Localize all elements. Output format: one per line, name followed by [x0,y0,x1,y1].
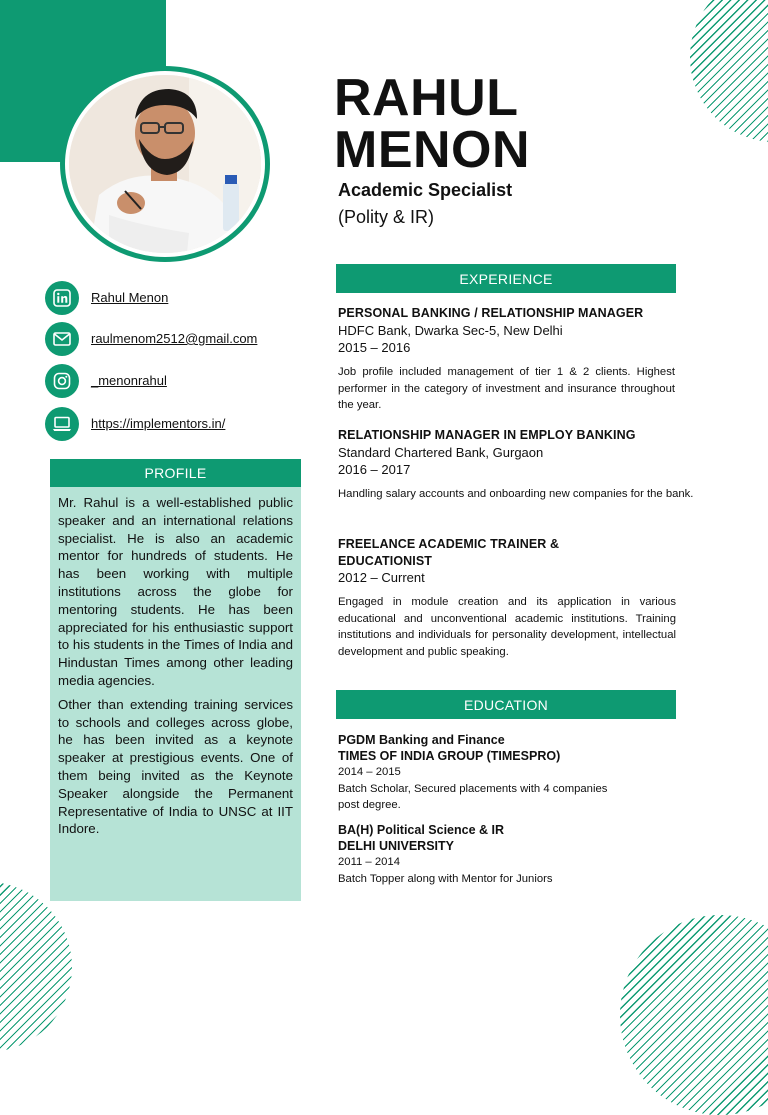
instagram-link[interactable]: _menonrahul [91,373,167,388]
instagram-icon [45,364,79,398]
education-period: 2011 – 2014 [338,856,400,868]
education-note: Batch Topper along with Mentor for Juniors [338,872,553,885]
education-item [338,733,628,814]
experience-item [338,537,678,660]
experience-description: Engaged in module creation and its application in various educational and unconventional academic institutions. Training institutions and individuals for personality development, intellectual development and public speaking. [338,596,676,658]
contact-email [45,322,79,356]
hatched-circle-decoration [690,0,768,142]
experience-company: Standard Chartered Bank, Gurgaon [338,445,544,460]
education-heading: EDUCATION [336,690,676,719]
name-first: RAHUL [334,69,519,127]
linkedin-icon [45,281,79,315]
education-note: Batch Scholar, Secured placements with 4 companies post degree. [338,782,608,811]
education-degree: BA(H) Political Science & IR [338,823,505,837]
linkedin-link[interactable]: Rahul Menon [91,290,169,305]
experience-item [338,306,678,414]
experience-heading: EXPERIENCE [336,264,676,293]
profile-paragraph: Other than extending training services to schools and colleges across globe, he has been invited as a keynote speaker at prestigious events. One of them being invited as the Keynote Speaker alongside the Permanent Representative of India to UNSC at IIT Indore. [58,696,293,837]
experience-description: Handling salary accounts and onboarding new companies for the bank. [338,488,694,500]
profile-text [58,494,293,844]
profile-heading: PROFILE [50,459,301,487]
education-item [338,823,638,887]
profile-paragraph: Mr. Rahul is a well-established public speaker and an international relations specialist. He is also an academic mentor for hundreds of students. He has been working with multiple institutions across the globe for mentoring students. He has been appreciated for his enthusiastic support to his students in the Times of India and Hindustan Times among other leading media agencies. [58,495,293,688]
name-last: MENON [334,121,531,179]
contact-website [45,407,79,441]
experience-title: EDUCATIONIST [338,554,433,568]
experience-description: Job profile included management of tier 1 & 2 clients. Highest performer in the category of investment and insurance throughout the year. [338,366,675,412]
experience-item [338,428,708,503]
education-degree: PGDM Banking and Finance [338,733,505,747]
profile-photo [60,66,270,262]
contact-instagram [45,364,79,398]
website-link[interactable]: https://implementors.in/ [91,416,226,431]
experience-title: PERSONAL BANKING / RELATIONSHIP MANAGER [338,306,644,320]
experience-period: 2015 – 2016 [338,340,411,355]
hatched-circle-decoration [0,882,72,1052]
education-institution: DELHI UNIVERSITY [338,839,454,853]
education-institution: TIMES OF INDIA GROUP (TIMESPRO) [338,749,561,763]
job-subtitle: (Polity & IR) [338,207,435,227]
email-link[interactable]: raulmenom2512@gmail.com [91,331,258,346]
email-icon [45,322,79,356]
job-title: Academic Specialist [338,180,513,200]
experience-company: HDFC Bank, Dwarka Sec-5, New Delhi [338,323,563,338]
experience-title: RELATIONSHIP MANAGER IN EMPLOY BANKING [338,428,636,442]
hatched-circle-decoration [620,915,768,1115]
experience-period: 2016 – 2017 [338,462,411,477]
experience-title: FREELANCE ACADEMIC TRAINER & [338,537,560,551]
laptop-icon [45,407,79,441]
education-period: 2014 – 2015 [338,766,401,778]
portrait-illustration [69,75,261,253]
contact-linkedin [45,281,79,315]
experience-period: 2012 – Current [338,570,425,585]
name-heading [334,69,531,179]
